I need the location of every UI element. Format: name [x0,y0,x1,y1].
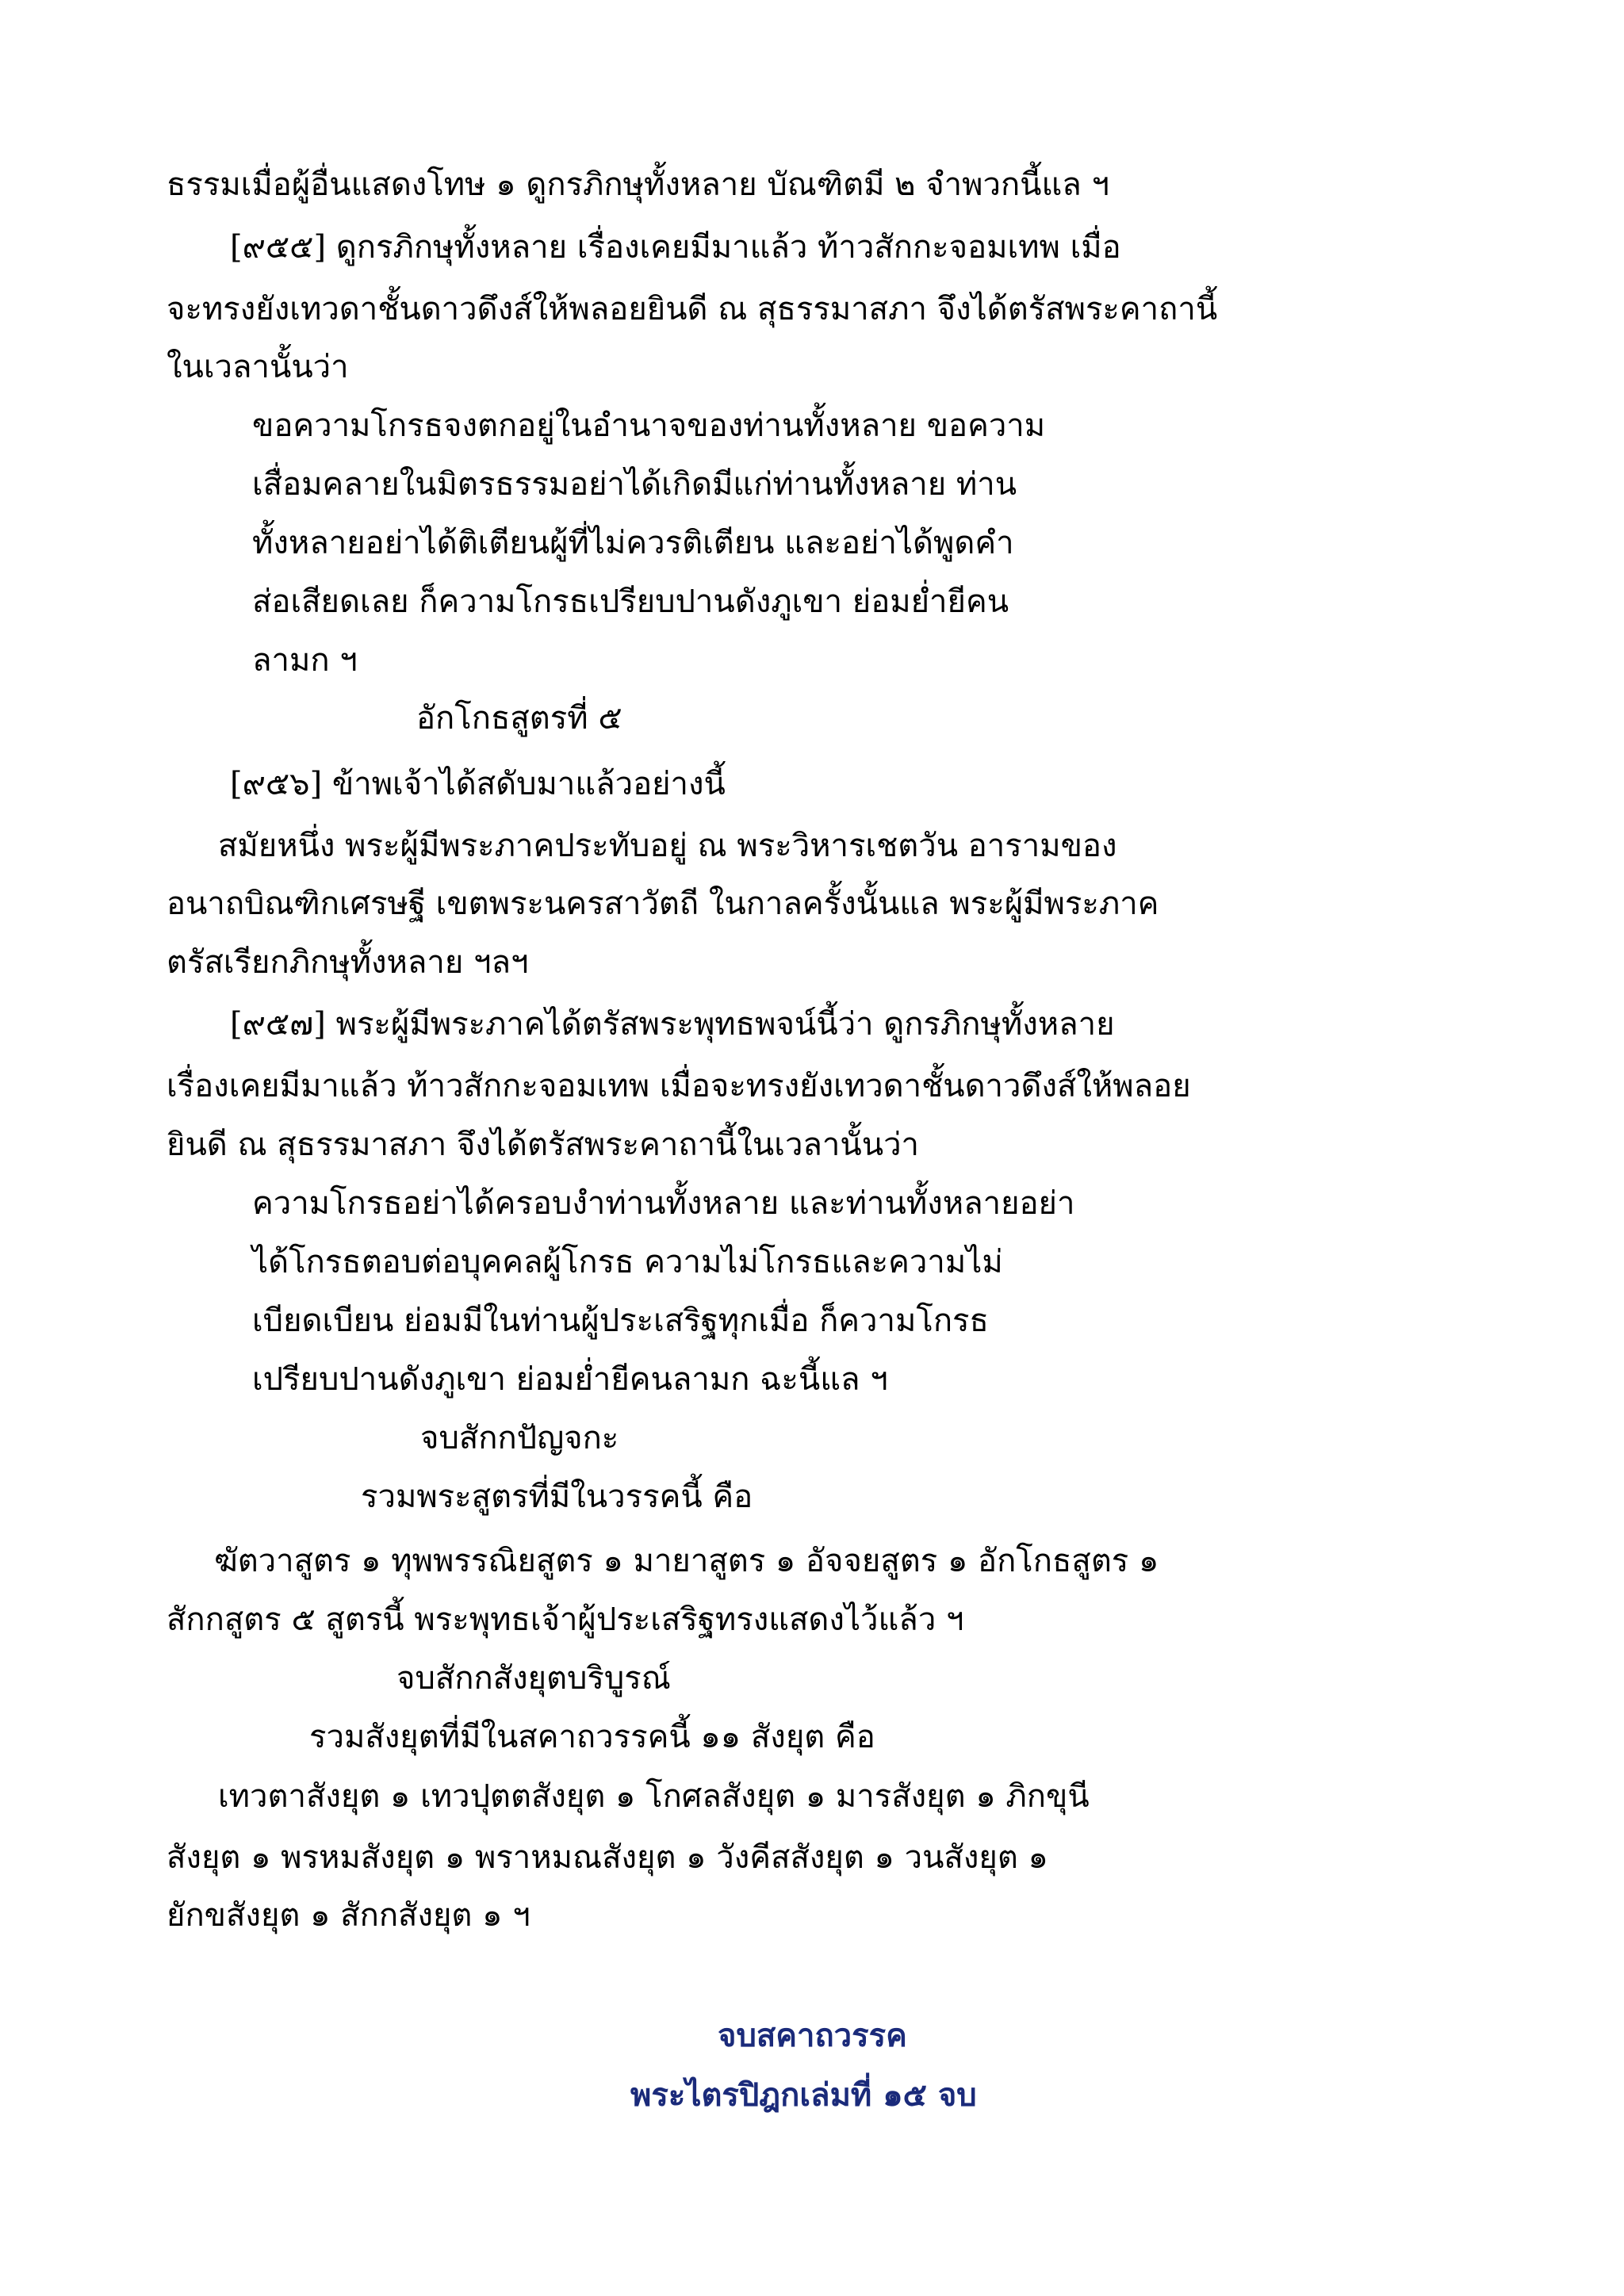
text-line: ยินดี ณ สุธรรมาสภา จึงได้ตรัสพระคาถานี้ในเวลานั้นว่า [167,1127,919,1163]
verse-line: ส่อเสียดเลย ก็ความโกรธเปรียบปานดังภูเขา ย่อมย่ำยีคน [252,584,1009,620]
text-line: ธรรมเมื่อผู้อื่นแสดงโทษ ๑ ดูกรภิกษุทั้งหลาย บัณฑิตมี ๒ จำพวกนี้แล ฯ [167,166,1109,203]
text-line: [๙๕๖] ข้าพเจ้าได้สดับมาแล้วอย่างนี้ [230,766,726,802]
text-line: ยักขสังยุต ๑ สักกสังยุต ๑ ฯ [167,1897,530,1934]
text-line: สังยุต ๑ พรหมสังยุต ๑ พราหมณสังยุต ๑ วังคีสสังยุต ๑ วนสังยุต ๑ [167,1839,1048,1876]
section-heading: จบสักกปัญจกะ [420,1420,619,1456]
text-line: ฆัตวาสูตร ๑ ทุพพรรณิยสูตร ๑ มายาสูตร ๑ อัจจยสูตร ๑ อักโกธสูตร ๑ [214,1543,1159,1579]
text-line: ตรัสเรียกภิกษุทั้งหลาย ฯลฯ [167,944,529,981]
text-line: สมัยหนึ่ง พระผู้มีพระภาคประทับอยู่ ณ พระวิหารเชตวัน อารามของ [218,828,1117,864]
text-line: สักกสูตร ๕ สูตรนี้ พระพุทธเจ้าผู้ประเสริฐทรงแสดงไว้แล้ว ฯ [167,1601,964,1638]
verse-line: ได้โกรธตอบต่อบุคคลผู้โกรธ ความไม่โกรธและความไม่ [252,1244,1003,1280]
verse-line: ทั้งหลายอย่าได้ติเตียนผู้ที่ไม่ควรติเตียน และอย่าได้พูดคำ [252,525,1014,561]
text-line: จะทรงยังเทวดาชั้นดาวดึงส์ให้พลอยยินดี ณ สุธรรมาสภา จึงได้ตรัสพระคาถานี้ [167,291,1218,327]
section-heading: รวมสังยุตที่มีในสคาถวรรคนี้ ๑๑ สังยุต คือ [309,1719,875,1755]
text-line: เรื่องเคยมีมาแล้ว ท้าวสักกะจอมเทพ เมื่อจะทรงยังเทวดาชั้นดาวดึงส์ให้พลอย [167,1068,1191,1104]
text-line: [๙๕๕] ดูกรภิกษุทั้งหลาย เรื่องเคยมีมาแล้ว ท้าวสักกะจอมเทพ เมื่อ [230,229,1121,266]
section-heading: รวมพระสูตรที่มีในวรรคนี้ คือ [361,1479,753,1515]
ending-title: จบสคาถวรรค [718,2017,907,2054]
text-line: ในเวลานั้นว่า [167,349,349,385]
verse-line: เปรียบปานดังภูเขา ย่อมย่ำยีคนลามก ฉะนี้แล ฯ [252,1361,888,1398]
volume-ending: พระไตรปิฎกเล่มที่ ๑๕ จบ [630,2076,977,2114]
text-line: [๙๕๗] พระผู้มีพระภาคได้ตรัสพระพุทธพจน์นี้ว่า ดูกรภิกษุทั้งหลาย [230,1006,1115,1043]
verse-line: ขอความโกรธจงตกอยู่ในอำนาจของท่านทั้งหลาย ขอความ [252,408,1046,444]
verse-line: ความโกรธอย่าได้ครอบงำท่านทั้งหลาย และท่านทั้งหลายอย่า [252,1185,1075,1222]
text-line: เทวตาสังยุต ๑ เทวปุตตสังยุต ๑ โกศลสังยุต ๑ มารสังยุต ๑ ภิกขุนี [218,1778,1090,1815]
verse-line: ลามก ฯ [252,642,358,679]
verse-line: เสื่อมคลายในมิตรธรรมอย่าได้เกิดมีแก่ท่านทั้งหลาย ท่าน [252,466,1017,503]
section-heading: จบสักกสังยุตบริบูรณ์ [396,1660,671,1697]
verse-line: เบียดเบียน ย่อมมีในท่านผู้ประเสริฐทุกเมื่อ ก็ความโกรธ [252,1303,989,1339]
text-line: อนาถบิณฑิกเศรษฐี เขตพระนครสาวัตถี ในกาลครั้งนั้นแล พระผู้มีพระภาค [167,886,1159,922]
section-heading: อักโกธสูตรที่ ๕ [416,700,622,737]
